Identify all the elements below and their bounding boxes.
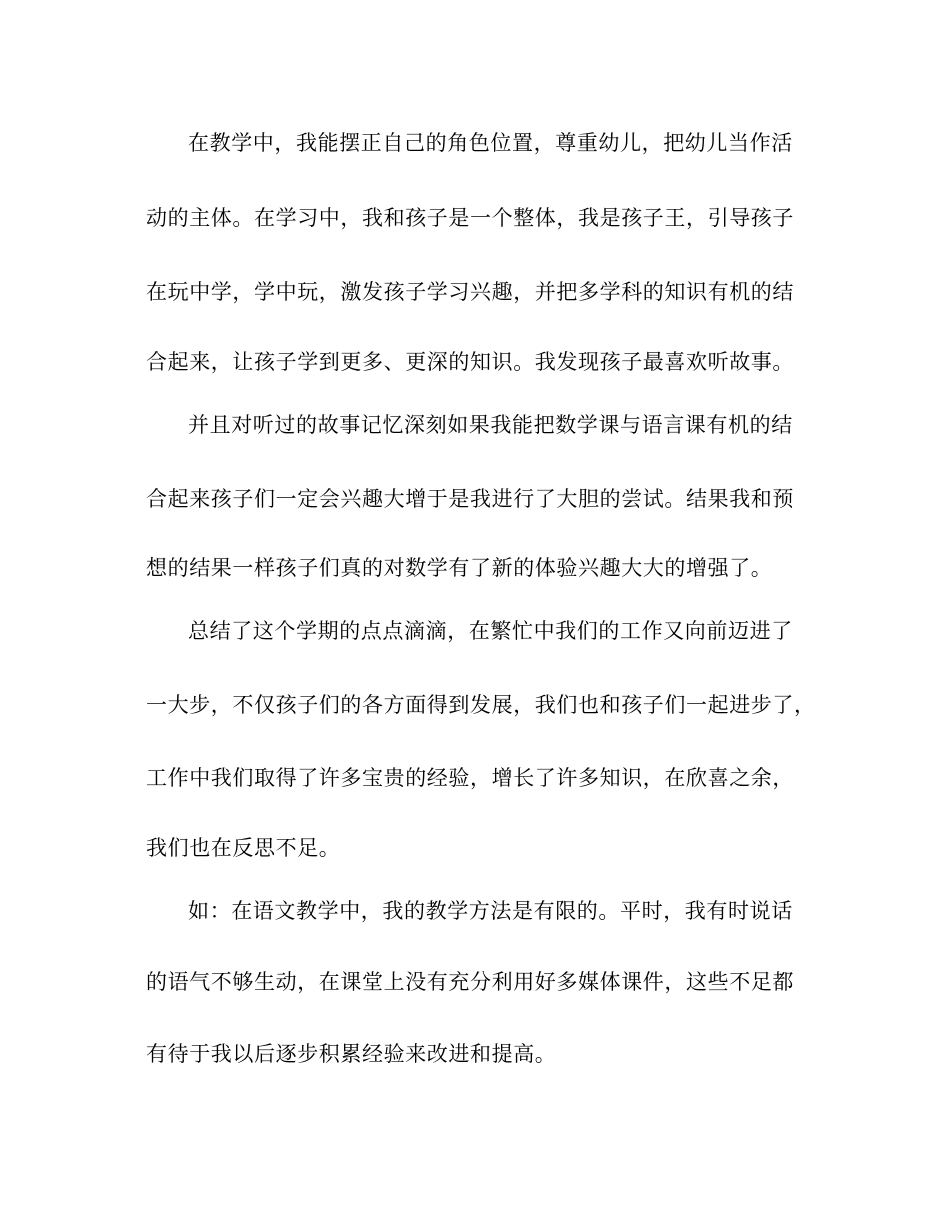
paragraph-2-line-2: 合起来孩子们一定会兴趣大增于是我进行了大胆的尝试。结果我和预 <box>146 487 794 511</box>
paragraph-2-line-1: 并且对听过的故事记忆深刻如果我能把数学课与语言课有机的结 <box>188 413 793 437</box>
paragraph-3-line-3: 工作中我们取得了许多宝贵的经验，增长了许多知识，在欣喜之余， <box>146 766 794 790</box>
paragraph-2-line-3: 想的结果一样孩子们真的对数学有了新的体验兴趣大大的增强了。 <box>146 556 773 580</box>
paragraph-3-line-2: 一大步，不仅孩子们的各方面得到发展，我们也和孩子们一起进步了， <box>146 693 816 717</box>
paragraph-3-line-1: 总结了这个学期的点点滴滴，在繁忙中我们的工作又向前迈进了 <box>188 619 793 643</box>
paragraph-1-line-2: 动的主体。在学习中，我和孩子是一个整体，我是孩子王，引导孩子 <box>146 206 794 230</box>
paragraph-1-line-4: 合起来，让孩子学到更多、更深的知识。我发现孩子最喜欢听故事。 <box>146 350 794 374</box>
paragraph-4-line-2: 的语气不够生动，在课堂上没有充分利用好多媒体课件，这些不足都 <box>146 970 794 994</box>
paragraph-3-line-4: 我们也在反思不足。 <box>146 836 341 860</box>
paragraph-4-line-3: 有待于我以后逐步积累经验来改进和提高。 <box>146 1042 557 1066</box>
paragraph-1-line-3: 在玩中学，学中玩，激发孩子学习兴趣，并把多学科的知识有机的结 <box>146 280 794 304</box>
paragraph-1-line-1: 在教学中，我能摆正自己的角色位置，尊重幼儿，把幼儿当作活 <box>188 131 793 155</box>
paragraph-4-line-1: 如：在语文教学中，我的教学方法是有限的。平时，我有时说话 <box>188 899 793 923</box>
